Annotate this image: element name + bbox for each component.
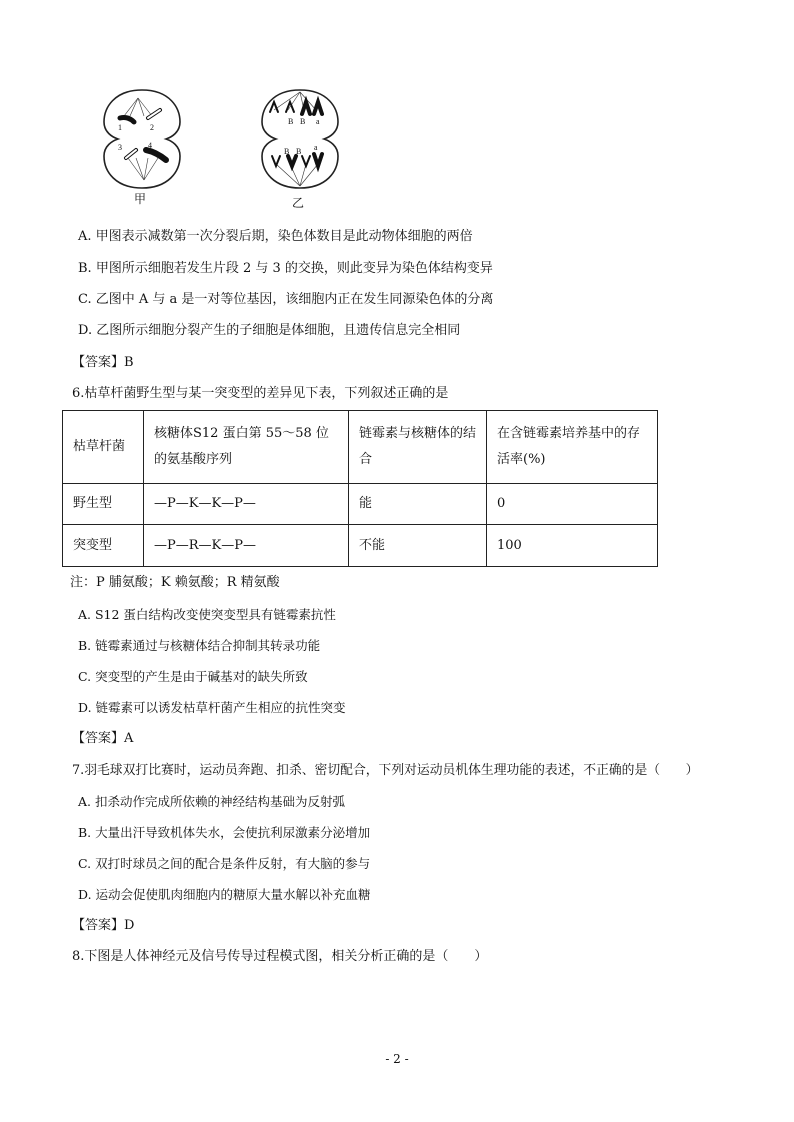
figure-jia xyxy=(100,84,184,194)
chromosome-4 xyxy=(146,150,166,160)
q6-option-d: D. 链霉素可以诱发枯草杆菌产生相应的抗性突变 xyxy=(78,700,346,715)
q7-answer: 【答案】D xyxy=(72,918,135,933)
q6-option-b: B. 链霉素通过与核糖体结合抑制其转录功能 xyxy=(78,638,321,653)
gene-label-bottom-3: a xyxy=(314,143,318,152)
gene-label-bottom-2: B xyxy=(296,147,302,156)
table-cell: 突变型 xyxy=(63,525,144,567)
figure-jia-label: 甲 xyxy=(134,192,147,206)
q6-answer: 【答案】A xyxy=(72,731,134,746)
q6-stem: 6.枯草杆菌野生型与某一突变型的差异见下表，下列叙述正确的是 xyxy=(72,386,449,401)
figure-yi-label: 乙 xyxy=(292,196,305,210)
q6-option-a: A. S12 蛋白结构改变使突变型具有链霉素抗性 xyxy=(78,607,336,622)
q6-table xyxy=(62,410,658,567)
table-cell: 能 xyxy=(349,483,487,525)
q8-stem: 8.下图是人体神经元及信号传导过程模式图，相关分析正确的是（ ） xyxy=(72,949,488,964)
page-number: - 2 - xyxy=(385,1052,409,1066)
chromosome-label-1: 1 xyxy=(118,123,122,132)
q6-option-c: C. 突变型的产生是由于碱基对的缺失所致 xyxy=(78,669,308,684)
chromosome-bottom-1 xyxy=(272,156,280,166)
table-cell: —P—R—K—P— xyxy=(144,525,349,567)
table-row xyxy=(63,525,658,567)
q7-option-a: A. 扣杀动作完成所依赖的神经结构基础为反射弧 xyxy=(78,794,345,809)
chromosome-label-4: 4 xyxy=(148,141,152,150)
q5-option-d: D. 乙图所示细胞分裂产生的子细胞是体细胞，且遗传信息完全相同 xyxy=(78,323,461,338)
chromosome-bottom-2 xyxy=(288,156,296,166)
table-header-cell: 枯草杆菌 xyxy=(63,411,144,484)
table-cell: —P—K—K—P— xyxy=(144,483,349,525)
gene-label-bottom-1: B xyxy=(284,147,290,156)
chromosome-bottom-3 xyxy=(302,156,310,166)
q7-option-c: C. 双打时球员之间的配合是条件反射，有大脑的参与 xyxy=(78,856,371,871)
q7-stem: 7.羽毛球双打比赛时，运动员奔跑、扣杀、密切配合，下列对运动员机体生理功能的表述，不正确的是（ ） xyxy=(72,763,699,778)
figure-yi xyxy=(258,84,342,194)
chromosome-label-3: 3 xyxy=(118,143,122,152)
q5-answer: 【答案】B xyxy=(72,355,134,370)
table-header-cell: 在含链霉素培养基中的存活率(%) xyxy=(487,411,658,484)
table-cell: 野生型 xyxy=(63,483,144,525)
q5-option-c: C. 乙图中 A 与 a 是一对等位基因，该细胞内正在发生同源染色体的分离 xyxy=(78,292,494,307)
gene-label-top-1: B xyxy=(288,117,294,126)
chromosome-top-1 xyxy=(270,102,278,112)
gene-label-top-3: a xyxy=(316,117,320,126)
q7-option-b: B. 大量出汗导致机体失水，会使抗利尿激素分泌增加 xyxy=(78,825,371,840)
table-header-row xyxy=(63,411,658,484)
q7-option-d: D. 运动会促使肌肉细胞内的糖原大量水解以补充血糖 xyxy=(78,887,371,902)
gene-label-top-2: B xyxy=(300,117,306,126)
chromosome-top-3 xyxy=(302,102,310,114)
table-header-cell: 核糖体S12 蛋白第 55～58 位的氨基酸序列 xyxy=(144,411,349,484)
q5-option-b: B. 甲图所示细胞若发生片段 2 与 3 的交换，则此变异为染色体结构变异 xyxy=(78,261,493,276)
chromosome-top-4 xyxy=(314,102,322,114)
table-row xyxy=(63,483,658,525)
q6-note: 注：P 脯氨酸；K 赖氨酸；R 精氨酸 xyxy=(70,575,280,590)
chromosome-1 xyxy=(120,118,134,123)
table-cell: 100 xyxy=(487,525,658,567)
chromosome-bottom-4 xyxy=(314,154,322,166)
table-header-cell: 链霉素与核糖体的结合 xyxy=(349,411,487,484)
chromosome-label-2: 2 xyxy=(150,123,154,132)
q5-option-a: A. 甲图表示减数第一次分裂后期，染色体数目是此动物体细胞的两倍 xyxy=(78,229,473,244)
table-cell: 0 xyxy=(487,483,658,525)
table-cell: 不能 xyxy=(349,525,487,567)
